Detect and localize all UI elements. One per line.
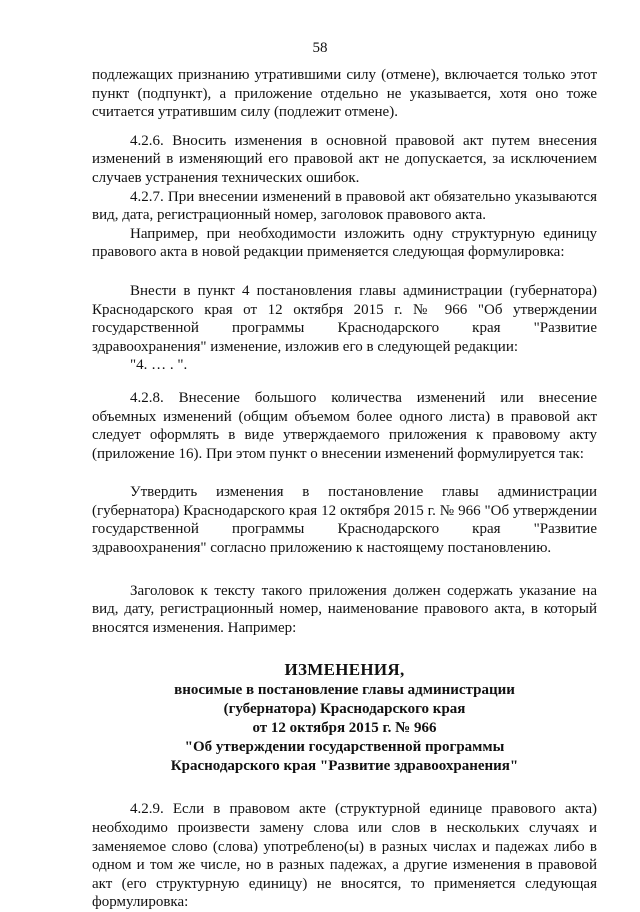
example-formulation: Внести в пункт 4 постановления главы администрации (губернатора) Краснодарского края от 12 октября 2015 г. № 966 "Об утверждении государственной программы Краснодарского края "Развитие здравоохранения" изменение, изложив его в следующей редакции: — [92, 282, 597, 355]
example-quote: "4. … . ". — [130, 357, 188, 374]
paragraph-heading-requirement: Заголовок к тексту такого приложения должен содержать указание на вид, дату, регистрационный номер, наименование правового акта, в который вносятся изменения. Например: — [92, 582, 597, 636]
example-heading-line: от 12 октября 2015 г. № 966 — [252, 720, 437, 737]
example-approval-formulation: Утвердить изменения в постановление главы администрации (губернатора) Краснодарского края 12 октября 2015 г. № 966 "Об утверждении государственной программы Краснодарского края "Развитие здравоохранения" согласно приложению к настоящему постановлению. — [92, 484, 597, 557]
paragraph-continuation: подлежащих признанию утратившими силу (отмене), включается только этот пункт (подпункт), а приложение отдельно не указывается, хотя оно тоже считается утратившим силу (подлежит отмене). — [92, 67, 597, 121]
paragraph-4-2-9: 4.2.9. Если в правовом акте (структурной единице правового акта) необходимо произвести замену слова или слов в нескольких случаях и заменяемое слово (слова) употреблено(ы) в разных числах и падежах либо в одном и том же числе, но в разных падежах, а другие изменения в правовой акт (его структурную единицу) не вносятся, то применяется следующая формулировка: — [92, 801, 597, 911]
example-heading-line: Краснодарского края "Развитие здравоохранения" — [170, 758, 519, 775]
paragraph-example-intro: Например, при необходимости изложить одну структурную единицу правового акта в новой редакции применяется следующая формулировка: — [92, 225, 597, 261]
example-heading-title: ИЗМЕНЕНИЯ, — [284, 660, 405, 680]
paragraph-4-2-7: 4.2.7. При внесении изменений в правовой акт обязательно указываются вид, дата, регистрационный номер, заголовок правового акта. — [92, 188, 597, 224]
example-heading — [92, 659, 597, 776]
document-body — [92, 66, 597, 912]
example-heading-line: "Об утверждении государственной программы — [184, 739, 505, 756]
page-number: 58 — [312, 40, 328, 56]
paragraph-4-2-8: 4.2.8. Внесение большого количества изменений или внесение объемных изменений (общим объемом более одного листа) в правовой акт следует оформлять в виде утверждаемого приложения к правовому акту (приложение 16). При этом пункт о внесении изменений формулируется так: — [92, 389, 597, 462]
paragraph-4-2-6: 4.2.6. Вносить изменения в основной правовой акт путем внесения изменений в изменяющий его правовой акт не допускается, за исключением случаев устранения технических ошибок. — [92, 132, 597, 186]
example-heading-line: вносимые в постановление главы администрации — [174, 682, 515, 699]
example-heading-line: (губернатора) Краснодарского края — [223, 701, 466, 718]
